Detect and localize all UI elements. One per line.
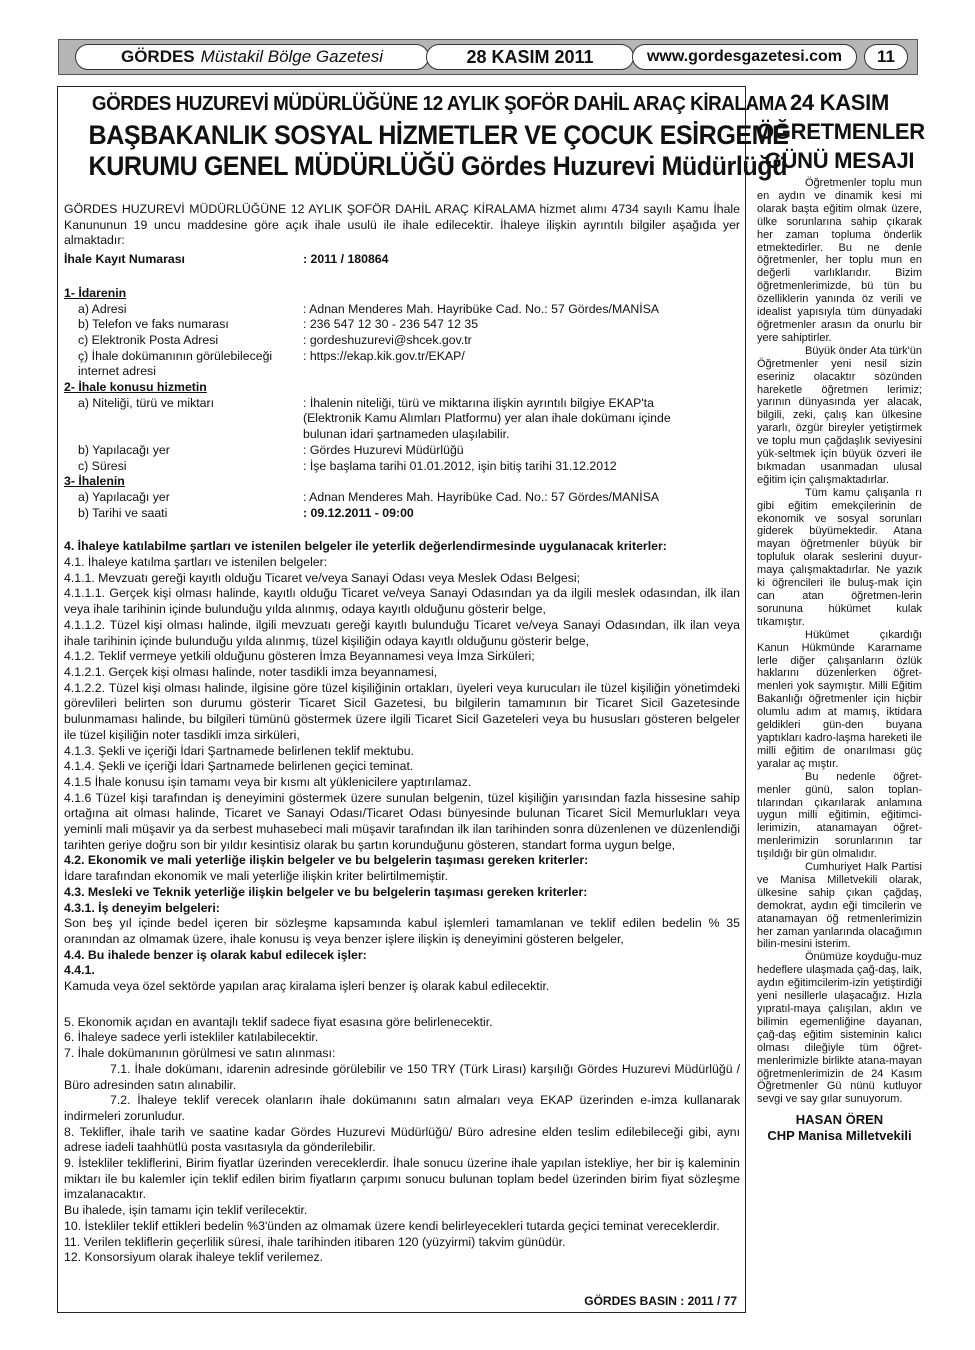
clause-4-3-1: 4.3.1. İş deneyim belgeleri: xyxy=(64,900,220,915)
admin-phone-row: b) Telefon ve faks numarası : 236 547 12 30 - 236 547 12 35 xyxy=(78,317,479,332)
website-link[interactable]: www.gordesgazetesi.com xyxy=(632,44,857,70)
admin-address-row: a) Adresi : Adnan Menderes Mah. Hayribüke Cad. No.: 57 Gördes/MANİSA xyxy=(78,301,660,316)
clause-4-1-2-1: 4.1.2.1. Gerçek kişi olması halinde, noter tasdikli imza beyannamesi, xyxy=(64,664,438,679)
section-1-heading: 1- İdarenin xyxy=(64,285,127,300)
clause-9: 9. İstekliler tekliflerini, Birim fiyatlar üzerinden vereceklerdir. İhale sonucu üzerine ihale yapılan istekliye, her bir iş kaleminin miktarı ile bu kalemler için teklif edilen birim fiyatların çarpımı sonucu bulunan toplam bedel üzerinden birim fiyat sözleşme imzalanacaktır. xyxy=(64,1156,740,1202)
page-header xyxy=(58,39,918,75)
title-line-3: KURUMU GENEL MÜDÜRLÜĞÜ Gördes Huzurevi Müdürlüğü xyxy=(88,151,787,182)
clause-4-1-5: 4.1.5 İhale konusu işin tamamı veya bir kısmı alt yüklenicilere yaptırılamaz. xyxy=(64,774,472,789)
page-number: 11 xyxy=(864,44,908,70)
sidebar-paragraph: Cumhuriyet Halk Partisi ve Manisa Milletvekili olarak, ülkesine sahip çıkan çağdaş, demokrat, aydın eği timcilerin ve atanamayan öğ retmenlerimizin her zaman yanlarında olacağımın bilin-mesini isterim. xyxy=(757,861,922,951)
clause-4-3-1-text: Son beş yıl içinde bedel içeren bir sözleşme kapsamında kabul işlemleri tamamlanan ve teklif edilen bedelin % 35 oranından az olmamak üzere, ihale konusu iş veya benzer işlere ilişkin iş deneyimini gösteren belgeler, xyxy=(64,916,740,946)
sidebar-paragraph: Önümüze koyduğu-muz hedeflere ulaşmada çağ-daş, laik, aydın eğitimcilerim-izin yetiştirdiği yeni nesillerle ulaşacağız. Hızla yıpratıl-maya çalışılan, aklın ve bilimin egemenliğine dayanan, çağ-daş eğitim sisteminin kalıcı olması dileğiyle tüm öğret-menlerimizle birlikte atana-mayan öğretmenlerimizin de 24 Kasım Öğretmenler Gü nünü kutluyor sevgi ve say gılar sunuyorum. xyxy=(757,951,922,1106)
sidebar-paragraph: Bu nedenle öğret-menler günü, salon toplan-tılarından çıkarılarak anlamına uygun milli eğitimin, eğitimci-lerimizin, atanamayan öğret-menlerimizin sorunlarının tar tışıldığı bir gün olmalıdır. xyxy=(757,770,922,861)
clause-12: 12. Konsorsiyum olarak ihaleye teklif verilemez. xyxy=(64,1250,324,1265)
sidebar-title: 24 KASIM ÖĞRETMENLER GÜNÜ MESAJI xyxy=(757,90,925,173)
title-line-1: GÖRDES HUZUREVİ MÜDÜRLÜĞÜNE 12 AYLIK ŞOFÖR DAHİL ARAÇ KİRALAMA xyxy=(91,92,788,115)
tender-date-row: b) Tarihi ve saati : 09.12.2011 - 09:00 xyxy=(78,505,414,520)
issue-date: 28 KASIM 2011 xyxy=(426,44,634,70)
clause-8: 8. Teklifler, ihale tarih ve saatine kadar Gördes Huzurevi Müdürlüğü/ Büro adresine elden teslim edilebileceği gibi, aynı adrese iadeli taahhütlü posta vasıtasıyla da gönderilebilir. xyxy=(64,1124,740,1155)
clause-11: 11. Verilen tekliflerin geçerlilik süresi, ihale tarihinden itibaren 120 (yüzyirmi) takvim günüdür. xyxy=(64,1234,566,1249)
intro-paragraph: GÖRDES HUZUREVİ MÜDÜRLÜĞÜNE 12 AYLIK ŞOFÖR DAHİL ARAÇ KİRALAMA hizmet alımı 4734 sayılı Kamu İhale Kanununun 19 uncu maddesine göre açık ihale usulü ile ihale edilecektir. İhaleye ilişkin ayrıntılı bilgiler aşağıda yer almaktadır: xyxy=(64,202,740,248)
article-title xyxy=(65,92,789,182)
clause-7: 7. İhale dokümanının görülmesi ve satın alınması: xyxy=(64,1046,336,1061)
press-reference: GÖRDES BASIN : 2011 / 77 xyxy=(584,1294,737,1308)
service-place-row: b) Yapılacağı yer : Gördes Huzurevi Müdürlüğü xyxy=(78,442,464,457)
signature-name: HASAN ÖREN xyxy=(795,1112,884,1128)
clause-10: 10. İstekliler teklif ettikleri bedelin %3'ünden az olmamak üzere kendi belirleyecekleri tutarda geçici teminat vereceklerdir. xyxy=(64,1218,720,1233)
sidebar-paragraph: Öğretmenler toplu mun en aydın ve dinamik kesi mi olarak başta eğitim olmak üzere, ülke sorunlarına sahip çıkarak her zaman topluma önderlik etmektedirler. Bu ne denle öğretmenler, her toplu mun en değerli varlıklarıdır. Bizim öğretmenlerimizde, bü tün bu özelliklerin yanında öz verili ve idealist yapısıyla tüm dünyadaki öğretmenler arasın da onurlu bir yere sahiptirler. xyxy=(757,177,922,344)
clause-4-3: 4.3. Mesleki ve Teknik yeterliğe ilişkin belgeler ve bu belgelerin taşıması gereken kriterler: xyxy=(64,884,588,899)
clause-4-1-1-1: 4.1.1.1. Gerçek kişi olması halinde, kayıtlı olduğu Ticaret ve/veya Sanayi Odasından ya da ilgili meslek odasından, ilk ilan veya ihale tarihinin içinde bulunduğu yılda alınmış, odaya kayıtlı olduğunu gösterir belge, xyxy=(64,586,740,617)
clause-7-1: 7.1. İhale dokümanı, idarenin adresinde görülebilir ve 150 TRY (Türk Lirası) karşılığı Gördes Huzurevi Müdürlüğü / Büro adresinden satın alınabilir. xyxy=(64,1061,740,1092)
clause-9-note: Bu ihalede, işin tamamı için teklif verilecektir. xyxy=(64,1203,308,1218)
registration-row xyxy=(64,252,740,268)
clause-4-1-1: 4.1.1. Mevzuatı gereği kayıtlı olduğu Ticaret ve/veya Sanayi Odası veya Meslek Odası Belgesi; xyxy=(64,570,581,585)
section-3-heading: 3- İhalenin xyxy=(64,474,125,489)
sidebar-paragraph: Büyük önder Ata türk'ün Öğretmenler yeni nesil sizin eseriniz olacaktır sözünden hareketle öğretmen lerimiz; yarının dünyasında yer alacak, bilgili, zeki, çalış kan ülkesine yararlı, özgür bireyler yetiştirmek ve toplu mun çağdaşlık seviyesini yük-seltmek için büyük özveri ile bıkmadan usanmadan ulusal eğitim için çalışmaktadırlar. xyxy=(757,344,922,486)
sidebar-paragraph: Hükümet çıkardığı Kanun Hükmünde Kararname lerle diğer çalışanların özlük haklarını düzenlerken öğret-menleri yok saymıştır. Milli Eğitim Bakanlığı öğretmenler için hiçbir olumlu adım at mamış, iktidara geldikleri gün-den buyana yaptıkları kadro-laşma hareketi ile milli eğitim de onarılması güç yaralar aç mıştır. xyxy=(757,628,922,770)
service-duration-row: c) Süresi : İşe başlama tarihi 01.01.2012, işin bitiş tarihi 31.12.2012 xyxy=(78,458,617,473)
clause-4-4-1: 4.4.1. xyxy=(64,963,95,978)
clause-7-2: 7.2. İhaleye teklif verecek olanların ihale dokümanını satın almaları veya EKAP üzerinden e-imza kullanarak indirmeleri zorunludur. xyxy=(64,1093,740,1123)
clause-4-1-1-2: 4.1.1.2. Tüzel kişi olması halinde, ilgili mevzuatı gereği kayıtlı bulunduğu Ticaret ve/veya Sanayi Odasından, ilk ilan veya ihale tarihinin içinde bulunduğu yılda alınmış, tüzel kişiliğin odaya kayıtlı olduğunu gösterir belge, xyxy=(64,617,740,648)
masthead-subtitle: Müstakil Bölge Gazetesi xyxy=(200,47,384,66)
section-2-heading: 2- İhale konusu hizmetin xyxy=(64,380,207,395)
clause-4-2-text: İdare tarafından ekonomik ve mali yeterliğe ilişkin kriter belirtilmemiştir. xyxy=(64,869,449,884)
clause-4-1-2: 4.1.2. Teklif vermeye yetkili olduğunu gösteren İmza Beyannamesi veya İmza Sirküleri; xyxy=(64,649,535,664)
signature-title: CHP Manisa Milletvekili xyxy=(767,1128,912,1144)
service-nature-row: a) Niteliği, türü ve miktarı : İhalenin niteliği, türü ve miktarına ilişkin ayrıntılı bilgiye EKAP'ta (Elektronik Kamu Alımları Platformu) yer alan ihale dokümanı içinde bulunan idari şartnameden ulaşılabilir. xyxy=(78,395,671,442)
clause-4-4-1-text: Kamuda veya özel sektörde yapılan araç kiralama işleri benzer iş olarak kabul edilecektir. xyxy=(64,979,550,994)
clause-6: 6. İhaleye sadece yerli istekliler katılabilecektir. xyxy=(64,1030,319,1045)
admin-web-row: ç) İhale dokümanının görülebileceği internet adresi : https://ekap.kik.gov.tr/EKAP/ xyxy=(78,348,465,379)
clause-4-1-6: 4.1.6 Tüzel kişi tarafından iş deneyimini göstermek üzere sunulan belgenin, tüzel kişiliğin yarısından fazla hissesine sahip ortağına ait olması halinde, Ticaret ve Sanayi Odası/Ticaret Odası bünyesinde bulunan Ticaret Sicil Memurlukları veya yeminli mali müşavir ya da serbest muhasebeci mali müşavir tarafından ilk ilan tarihinden sonra düzenlenen ve düzenlendiği tarihten geriye doğru son bir yıldır kesintisiz olarak bu şartın korunduğunu gösteren, standart forma uygun belge, xyxy=(64,790,740,852)
title-line-2: BAŞBAKANLIK SOSYAL HİZMETLER VE ÇOCUK ESİRGEME xyxy=(88,120,789,151)
clause-4-1-4: 4.1.4. Şekli ve içeriği İdari Şartnamede belirlenen geçici teminat. xyxy=(64,759,414,774)
registration-value: : 2011 / 180864 xyxy=(303,252,389,267)
registration-label: İhale Kayıt Numarası xyxy=(64,252,185,267)
clause-5: 5. Ekonomik açıdan en avantajlı teklif sadece fiyat esasına göre belirlenecektir. xyxy=(64,1014,493,1029)
clause-4: 4. İhaleye katılabilme şartları ve istenilen belgeler ile yeterlik değerlendirmesinde uygulanacak kriterler: xyxy=(64,539,667,554)
clause-4-1-3: 4.1.3. Şekli ve içeriği İdari Şartnamede belirlenen teklif mektubu. xyxy=(64,743,414,758)
masthead-pill xyxy=(75,44,429,70)
article-body xyxy=(64,202,740,1266)
sidebar-body xyxy=(757,177,922,1106)
tender-place-row: a) Yapılacağı yer : Adnan Menderes Mah. Hayribüke Cad. No.: 57 Gördes/MANİSA xyxy=(78,489,660,504)
masthead-brand: GÖRDES xyxy=(120,47,195,66)
admin-email-row: c) Elektronik Posta Adresi : gordeshuzurevi@shcek.gov.tr xyxy=(78,332,472,347)
clause-4-1-2-2: 4.1.2.2. Tüzel kişi olması halinde, ilgisine göre tüzel kişiliğinin ortakları, üyeleri veya kurucuları ile tüzel kişiliğin yönetimdeki görevlileri belirten son durumu gösterir Ticaret Sicil Gazetesi, bu bilgilerin tamamının bir Ticaret Sicil Gazetesinde bulunmaması halinde, bu bilgileri tümünü göstermek üzere ilgili Ticaret Sicil Gazeteleri veya bu hususları gösteren belgeler ile tüzel kişiliğin noter tasdikli imza sirküleri, xyxy=(64,680,740,742)
sidebar-column xyxy=(757,86,925,1313)
clause-4-1: 4.1. İhaleye katılma şartları ve istenilen belgeler: xyxy=(64,555,328,570)
sidebar-paragraph: Tüm kamu çalışanla rı gibi eğitim emekçilerinin de ekonomik ve sosyal sorunları giderek büyümektedir. Atana mayan öğretmenler büyük bir topluluk olarak seslerini duyur-maya çalışmaktadırlar. Ne yazık ki öğrencileri ile buluş-mak için can atan öğretmen-lerin sorununa hükümet kulak tıkamıştır. xyxy=(757,486,922,628)
clause-4-2: 4.2. Ekonomik ve mali yeterliğe ilişkin belgeler ve bu belgelerin taşıması gereken kriterler: xyxy=(64,853,589,868)
clause-4-4: 4.4. Bu ihalede benzer iş olarak kabul edilecek işler: xyxy=(64,947,367,962)
